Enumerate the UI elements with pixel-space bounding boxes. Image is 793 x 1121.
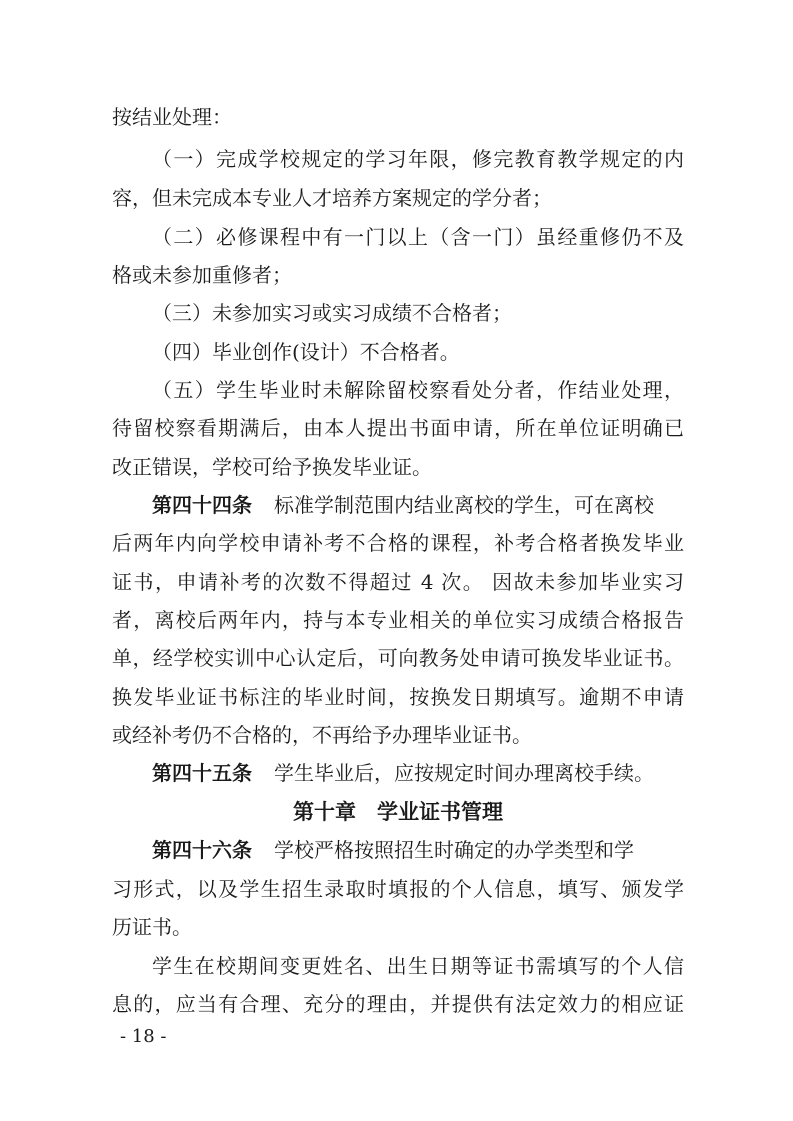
- text-line: 换发毕业证书标注的毕业时间，按换发日期填写。逾期不申请: [112, 685, 684, 709]
- text-line: 历证书。: [112, 915, 192, 939]
- page-number: - 18 -: [120, 1026, 167, 1047]
- text-line: 按结业处理：: [112, 105, 232, 129]
- article-44-first-line: [152, 492, 684, 518]
- text-line: 后两年内向学校申请补考不合格的课程，补考合格者换发毕业: [112, 531, 684, 555]
- text-line: 学生在校期间变更姓名、出生日期等证书需填写的个人信: [152, 954, 684, 978]
- chapter-heading: 第十章 学业证书管理: [293, 799, 503, 824]
- article-44-label: 第四十四条: [152, 493, 252, 517]
- text-line: 息的，应当有合理、充分的理由，并提供有法定效力的相应证: [112, 992, 684, 1016]
- article-45-text: 学生毕业后，应按规定时间办理离校手续。: [274, 761, 654, 785]
- text-line: （一）完成学校规定的学习年限，修完教育教学规定的内: [152, 147, 684, 171]
- text-line: （二）必修课程中有一门以上（含一门）虽经重修仍不及: [152, 225, 684, 249]
- article-44-text: 标准学制范围内结业离校的学生，可在离校: [274, 493, 654, 517]
- text-line: 证书，申请补考的次数不得超过 4 次。 因故未参加毕业实习: [112, 570, 684, 594]
- article-46-label: 第四十六条: [152, 838, 252, 862]
- text-line: （四）毕业创作(设计）不合格者。: [152, 340, 460, 364]
- text-line: 改正错误，学校可给予换发毕业证。: [112, 455, 432, 479]
- text-line: 习形式，以及学生招生录取时填报的个人信息，填写、颁发学: [112, 877, 684, 901]
- text-line: 待留校察看期满后，由本人提出书面申请，所在单位证明确已: [112, 416, 684, 440]
- article-46-first-line: [152, 837, 684, 863]
- article-46-text: 学校严格按照招生时确定的办学类型和学: [274, 838, 634, 862]
- article-45-line: [152, 760, 684, 786]
- text-line: （三）未参加实习或实习成绩不合格者；: [152, 301, 512, 325]
- text-line: 格或未参加重修者；: [112, 263, 292, 287]
- text-line: 单，经学校实训中心认定后，可向教务处申请可换发毕业证书。: [112, 646, 684, 670]
- text-line: 者，离校后两年内，持与本专业相关的单位实习成绩合格报告: [112, 608, 684, 632]
- text-line: 容，但未完成本专业人才培养方案规定的学分者；: [112, 186, 552, 210]
- article-45-label: 第四十五条: [152, 761, 252, 785]
- text-line: 或经补考仍不合格的，不再给予办理毕业证书。: [112, 723, 532, 747]
- text-line: （五）学生毕业时未解除留校察看处分者，作结业处理，: [152, 378, 684, 402]
